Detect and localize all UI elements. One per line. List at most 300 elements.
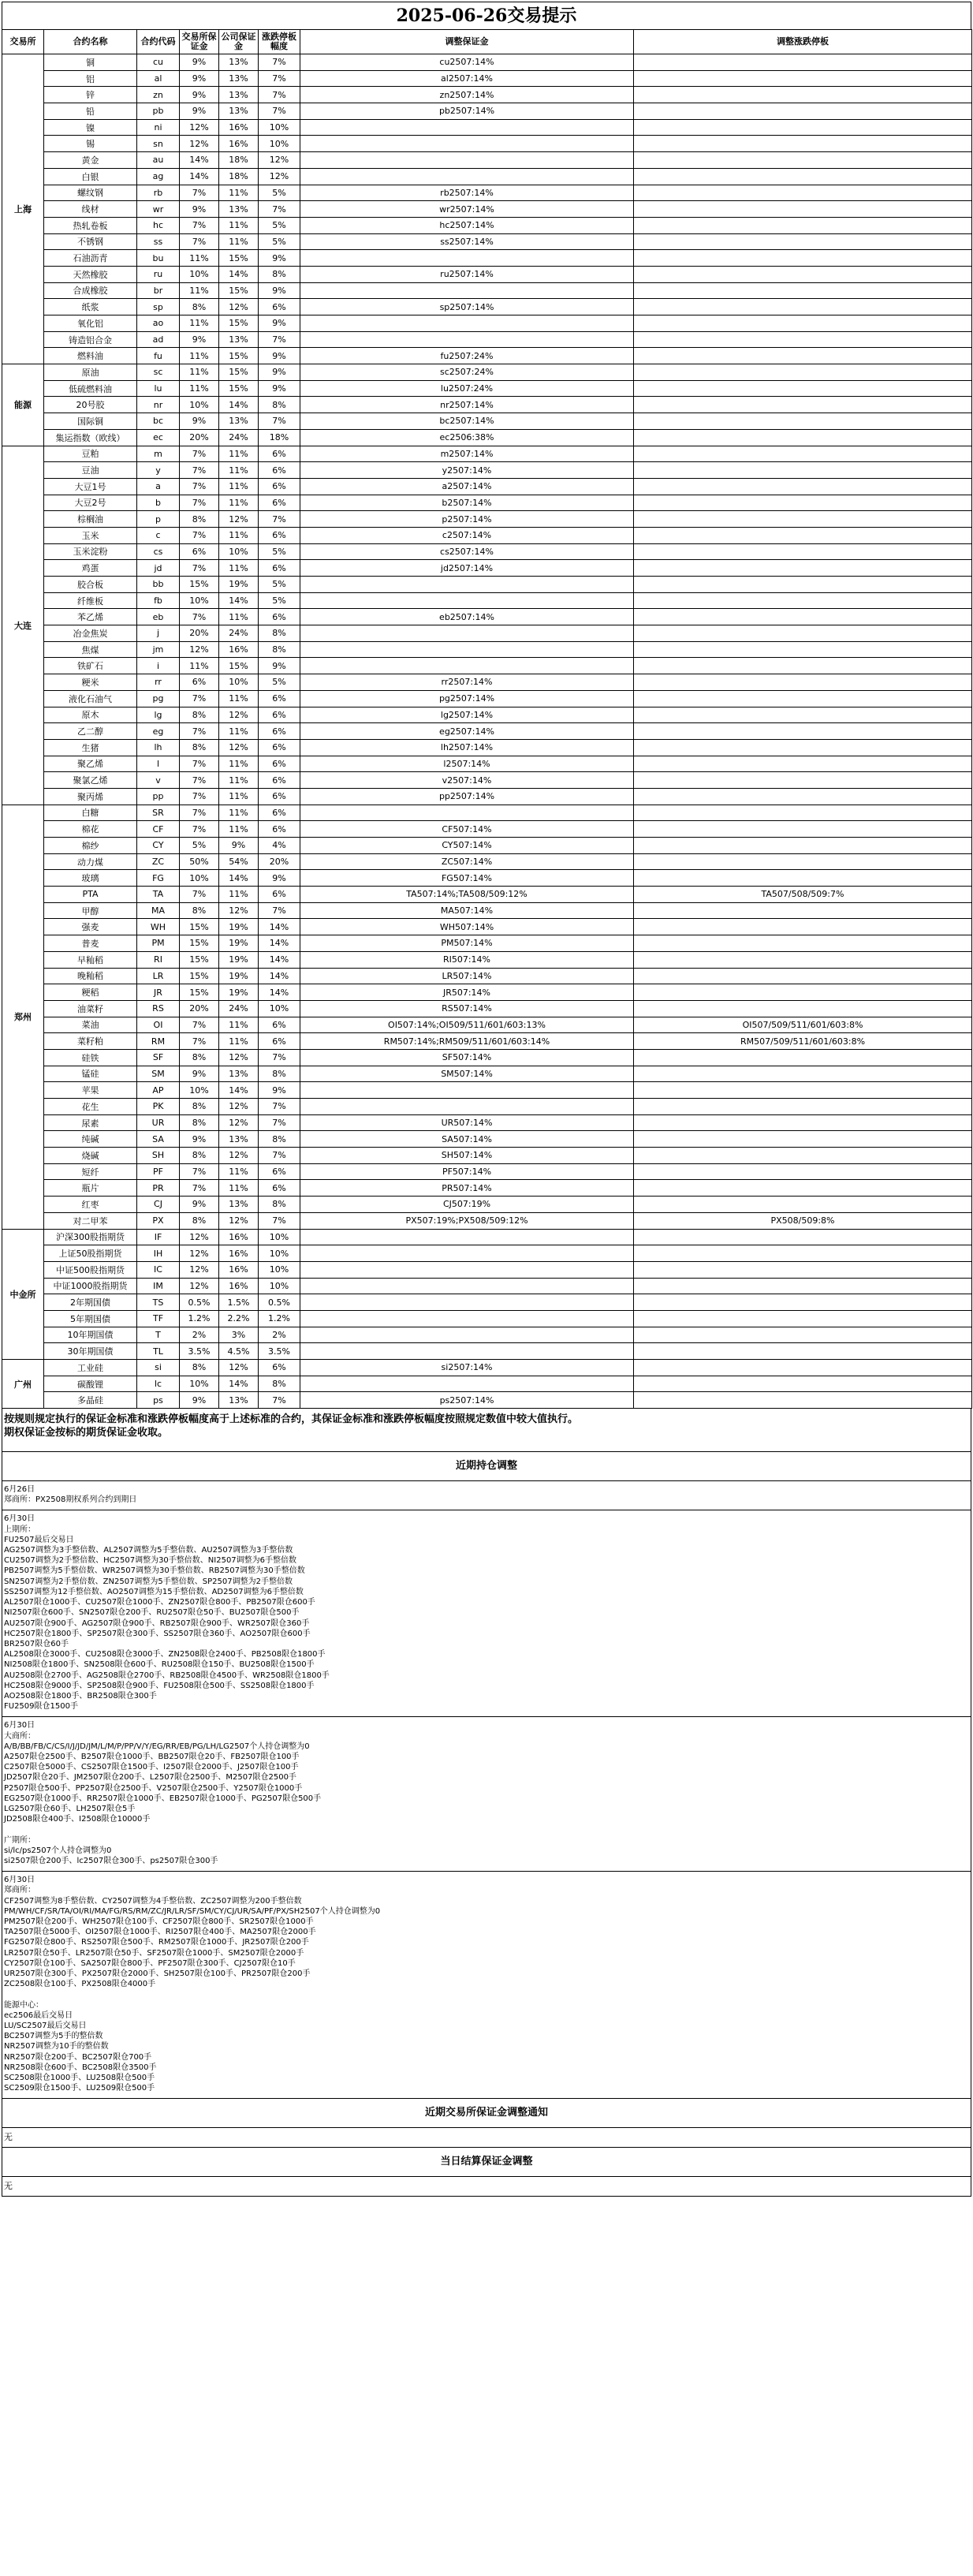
exchange-margin-cell: 9%	[180, 413, 219, 430]
adjusted-limit-cell	[634, 348, 972, 364]
adjusted-limit-cell	[634, 397, 972, 413]
adjusted-limit-cell	[634, 641, 972, 658]
exchange-margin-cell: 9%	[180, 87, 219, 103]
exchange-margin-cell: 5%	[180, 838, 219, 854]
contract-name-cell: 强麦	[44, 919, 137, 935]
price-limit-cell: 18%	[259, 429, 300, 446]
contract-code-cell: lh	[137, 739, 180, 756]
company-margin-cell: 15%	[219, 348, 259, 364]
price-limit-cell: 7%	[259, 1049, 300, 1066]
exchange-margin-cell: 7%	[180, 495, 219, 511]
exchange-margin-cell: 7%	[180, 772, 219, 789]
adjusted-limit-cell	[634, 592, 972, 609]
adjusted-margin-cell: cu2507:14%	[300, 54, 634, 71]
price-limit-cell: 6%	[259, 887, 300, 903]
exchange-margin-cell: 10%	[180, 266, 219, 282]
table-row	[2, 54, 972, 71]
adjusted-margin-cell: ps2507:14%	[300, 1392, 634, 1409]
adjusted-limit-cell	[634, 233, 972, 250]
contract-code-cell: v	[137, 772, 180, 789]
adjusted-limit-cell	[634, 543, 972, 560]
table-row	[2, 772, 972, 789]
contract-name-cell: 2年期国债	[44, 1294, 137, 1311]
contract-code-cell: ZC	[137, 853, 180, 870]
table-row	[2, 592, 972, 609]
exchange-margin-cell: 8%	[180, 1114, 219, 1131]
contract-name-cell: 5年期国债	[44, 1310, 137, 1327]
adjusted-margin-cell	[300, 250, 634, 267]
price-limit-cell: 9%	[259, 380, 300, 397]
adjusted-margin-cell: m2507:14%	[300, 446, 634, 462]
contract-code-cell: PM	[137, 935, 180, 952]
contract-name-cell: 合成橡胶	[44, 282, 137, 299]
exchange-cell: 上海	[2, 54, 44, 364]
table-row	[2, 641, 972, 658]
adjusted-margin-cell: CY507:14%	[300, 838, 634, 854]
contract-code-cell: m	[137, 446, 180, 462]
table-row	[2, 511, 972, 528]
company-margin-cell: 24%	[219, 625, 259, 642]
exchange-margin-cell: 7%	[180, 446, 219, 462]
notice-block: 6月30日 上期所： FU2507最后交易日 AG2507调整为3手整倍数、AL2507调整为5手整倍数、AU2507调整为3手整倍数 CU2507调整为2手整倍数、HC2507调整为30手整倍数、NI2507调整为6手整倍数 PB2507调整为5手整倍数、WR2507调整为30手整倍数、RB2507调整为30手整倍数 SN2507调整为2手整倍数、ZN2507调整为5手整倍数、SP2507调整为2手整倍数 SS2507调整为12手整倍数、AO2507调整为15手整倍数、AD2507调整为6手整倍数 AL2507限仓1000手、CU2507限仓1000手、ZN2507限仓800手、PB2507限仓600手 NI2507限仓600手、SN2507限仓200手、RU2507限仓50手、BU2507限仓500手 AU2507限仓900手、AG2507限仓900手、RB2507限仓900手、WR2507限仓360手 HC2507限仓1800手、SP2507限仓300手、SS2507限仓360手、AO2507限仓600手 BR2507限仓60手 AL2508限仓3000手、CU2508限仓3000手、ZN2508限仓2400手、PB2508限仓1800手 NI2508限仓1800手、SN2508限仓600手、RU2508限仓150手、BU2508限仓1500手 AU2508限仓2700手、AG2508限仓2700手、RB2508限仓4500手、WR2508限仓1800手 HC2508限仓9000手、SP2508限仓900手、FU2508限仓500手、SS2508限仓1800手 AO2508限仓1800手、BR2508限仓300手 FU2509限仓1500手	[2, 1510, 971, 1717]
exchange-margin-cell: 12%	[180, 136, 219, 152]
section-exchange-margin-body: 无	[2, 2128, 971, 2148]
adjusted-margin-cell: PM507:14%	[300, 935, 634, 952]
table-row	[2, 1294, 972, 1311]
contract-code-cell: pg	[137, 690, 180, 707]
table-row	[2, 1392, 972, 1409]
adjusted-limit-cell	[634, 788, 972, 805]
notice-block: 6月30日 大商所： A/B/BB/FB/C/CS/I/J/JD/JM/L/M/P/PP/V/Y/EG/RR/EB/PG/LH/LG2507个人持仓调整为0 A2507限仓2500手、B2507限仓1000手、BB2507限仓20手、FB2507限仓100手 C2507限仓5000手、CS2507限仓1500手、I2507限仓2000手、J2507限仓100手 JD2507限仓20手、JM2507限仓200手、L2507限仓2500手、M2507限仓2500手 P2507限仓500手、PP2507限仓2500手、V2507限仓2500手、Y2507限仓1000手 EG2507限仓1000手、RR2507限仓1000手、EB2507限仓1000手、PG2507限仓500手 LG2507限仓60手、LH2507限仓5手 JD2508限仓400手、I2508限仓10000手 广期所： si/lc/ps2507个人持仓调整为0 si2507限仓200手、lc2507限仓300手、ps2507限仓300手	[2, 1717, 971, 1872]
price-limit-cell: 12%	[259, 152, 300, 169]
exchange-margin-cell: 7%	[180, 690, 219, 707]
contract-name-cell: 大豆1号	[44, 478, 137, 495]
contract-code-cell: ru	[137, 266, 180, 282]
price-limit-cell: 6%	[259, 690, 300, 707]
exchange-cell: 郑州	[2, 805, 44, 1229]
price-limit-cell: 5%	[259, 592, 300, 609]
exchange-margin-cell: 15%	[180, 951, 219, 968]
contract-name-cell: 棉纱	[44, 838, 137, 854]
contract-name-cell: 沪深300股指期货	[44, 1229, 137, 1245]
price-limit-cell: 6%	[259, 527, 300, 543]
contract-code-cell: RM	[137, 1033, 180, 1050]
contract-name-cell: 热轧卷板	[44, 217, 137, 233]
adjusted-limit-cell	[634, 1082, 972, 1099]
price-limit-cell: 7%	[259, 54, 300, 71]
adjusted-margin-cell: cs2507:14%	[300, 543, 634, 560]
contract-code-cell: ec	[137, 429, 180, 446]
price-limit-cell: 6%	[259, 478, 300, 495]
company-margin-cell: 11%	[219, 788, 259, 805]
price-limit-cell: 10%	[259, 1000, 300, 1017]
exchange-margin-cell: 8%	[180, 1212, 219, 1229]
adjusted-margin-cell	[300, 282, 634, 299]
exchange-margin-cell: 20%	[180, 625, 219, 642]
exchange-margin-cell: 7%	[180, 821, 219, 838]
contract-name-cell: 油菜籽	[44, 1000, 137, 1017]
contract-name-cell: 液化石油气	[44, 690, 137, 707]
table-row	[2, 1360, 972, 1376]
exchange-margin-cell: 9%	[180, 54, 219, 71]
company-margin-cell: 15%	[219, 658, 259, 674]
adjusted-limit-cell	[634, 446, 972, 462]
adjusted-margin-cell: pp2507:14%	[300, 788, 634, 805]
contract-name-cell: 菜油	[44, 1017, 137, 1033]
adjusted-limit-cell	[634, 462, 972, 479]
company-margin-cell: 18%	[219, 168, 259, 185]
exchange-margin-cell: 14%	[180, 168, 219, 185]
exchange-cell: 广州	[2, 1360, 44, 1409]
adjusted-margin-cell: pg2507:14%	[300, 690, 634, 707]
table-row	[2, 119, 972, 136]
header-adjusted-limit: 调整涨跌停板	[634, 30, 972, 54]
price-limit-cell: 5%	[259, 233, 300, 250]
contract-code-cell: pb	[137, 103, 180, 120]
company-margin-cell: 11%	[219, 217, 259, 233]
adjusted-margin-cell: OI507:14%;OI509/511/601/603:13%	[300, 1017, 634, 1033]
table-row	[2, 1163, 972, 1180]
price-limit-cell: 7%	[259, 103, 300, 120]
table-row	[2, 1343, 972, 1360]
contract-code-cell: CJ	[137, 1197, 180, 1213]
price-limit-cell: 5%	[259, 577, 300, 593]
adjusted-margin-cell: SM507:14%	[300, 1066, 634, 1082]
contract-name-cell: 国际铜	[44, 413, 137, 430]
table-row	[2, 1114, 972, 1131]
price-limit-cell: 5%	[259, 543, 300, 560]
adjusted-margin-cell: SA507:14%	[300, 1131, 634, 1148]
adjusted-limit-cell	[634, 266, 972, 282]
exchange-margin-cell: 12%	[180, 119, 219, 136]
contract-name-cell: 尿素	[44, 1114, 137, 1131]
price-limit-cell: 6%	[259, 821, 300, 838]
table-row	[2, 462, 972, 479]
table-row	[2, 577, 972, 593]
adjusted-limit-cell: RM507/509/511/601/603:8%	[634, 1033, 972, 1050]
contract-name-cell: 粳米	[44, 674, 137, 691]
company-margin-cell: 11%	[219, 1033, 259, 1050]
contract-code-cell: TF	[137, 1310, 180, 1327]
table-row	[2, 429, 972, 446]
company-margin-cell: 13%	[219, 103, 259, 120]
exchange-margin-cell: 8%	[180, 511, 219, 528]
header-adjusted-margin: 调整保证金	[300, 30, 634, 54]
contract-code-cell: a	[137, 478, 180, 495]
company-margin-cell: 19%	[219, 935, 259, 952]
price-limit-cell: 10%	[259, 1278, 300, 1294]
adjusted-margin-cell: SF507:14%	[300, 1049, 634, 1066]
adjusted-limit-cell	[634, 1278, 972, 1294]
adjusted-margin-cell: eb2507:14%	[300, 609, 634, 625]
company-margin-cell: 11%	[219, 821, 259, 838]
company-margin-cell: 12%	[219, 1114, 259, 1131]
contract-name-cell: 氧化铝	[44, 315, 137, 332]
contract-code-cell: fu	[137, 348, 180, 364]
contract-name-cell: 短纤	[44, 1163, 137, 1180]
company-margin-cell: 19%	[219, 984, 259, 1001]
exchange-margin-cell: 6%	[180, 543, 219, 560]
contract-code-cell: cs	[137, 543, 180, 560]
contract-code-cell: ao	[137, 315, 180, 332]
price-limit-cell: 8%	[259, 1066, 300, 1082]
adjusted-limit-cell: OI507/509/511/601/603:8%	[634, 1017, 972, 1033]
exchange-margin-cell: 9%	[180, 1197, 219, 1213]
exchange-margin-cell: 11%	[180, 364, 219, 381]
rules-note	[2, 1409, 971, 1452]
company-margin-cell: 14%	[219, 592, 259, 609]
exchange-margin-cell: 8%	[180, 1148, 219, 1164]
table-row	[2, 756, 972, 772]
contract-code-cell: ad	[137, 331, 180, 348]
header-exchange-margin: 交易所保证金	[180, 30, 219, 54]
contract-code-cell: al	[137, 70, 180, 87]
exchange-margin-cell: 7%	[180, 1017, 219, 1033]
table-row	[2, 984, 972, 1001]
contract-name-cell: 白糖	[44, 805, 137, 821]
adjusted-limit-cell	[634, 772, 972, 789]
notice-block: 6月26日 郑商所：PX2508期权系列合约到期日	[2, 1481, 971, 1510]
table-row	[2, 1245, 972, 1262]
contract-code-cell: TA	[137, 887, 180, 903]
company-margin-cell: 15%	[219, 364, 259, 381]
company-margin-cell: 11%	[219, 462, 259, 479]
exchange-margin-cell: 10%	[180, 1082, 219, 1099]
contract-code-cell: bc	[137, 413, 180, 430]
table-row	[2, 887, 972, 903]
adjusted-limit-cell: PX508/509:8%	[634, 1212, 972, 1229]
adjusted-margin-cell: jd2507:14%	[300, 560, 634, 577]
company-margin-cell: 10%	[219, 543, 259, 560]
exchange-cell: 能源	[2, 364, 44, 446]
table-row	[2, 364, 972, 381]
adjusted-limit-cell	[634, 217, 972, 233]
contract-name-cell: 玉米淀粉	[44, 543, 137, 560]
contract-name-cell: 大豆2号	[44, 495, 137, 511]
table-row	[2, 968, 972, 984]
contract-name-cell: 低硫燃料油	[44, 380, 137, 397]
table-row	[2, 902, 972, 919]
contract-code-cell: lg	[137, 707, 180, 723]
company-margin-cell: 13%	[219, 1066, 259, 1082]
table-row	[2, 348, 972, 364]
table-row	[2, 1278, 972, 1294]
adjusted-margin-cell: ec2506:38%	[300, 429, 634, 446]
table-row	[2, 1310, 972, 1327]
table-row	[2, 266, 972, 282]
contract-name-cell: 硅铁	[44, 1049, 137, 1066]
exchange-margin-cell: 8%	[180, 299, 219, 315]
contract-code-cell: fb	[137, 592, 180, 609]
price-limit-cell: 6%	[259, 1360, 300, 1376]
company-margin-cell: 11%	[219, 233, 259, 250]
exchange-margin-cell: 15%	[180, 968, 219, 984]
contract-name-cell: 铸造铝合金	[44, 331, 137, 348]
adjusted-limit-cell	[634, 609, 972, 625]
company-margin-cell: 14%	[219, 1082, 259, 1099]
exchange-margin-cell: 9%	[180, 331, 219, 348]
adjusted-limit-cell	[634, 1294, 972, 1311]
exchange-cell: 大连	[2, 446, 44, 805]
contract-name-cell: 螺纹钢	[44, 185, 137, 201]
contract-name-cell: 不锈钢	[44, 233, 137, 250]
contract-code-cell: wr	[137, 201, 180, 218]
adjusted-margin-cell	[300, 315, 634, 332]
contract-name-cell: 原油	[44, 364, 137, 381]
company-margin-cell: 16%	[219, 641, 259, 658]
exchange-margin-cell: 9%	[180, 70, 219, 87]
contract-name-cell: 天然橡胶	[44, 266, 137, 282]
contract-name-cell: 20号胶	[44, 397, 137, 413]
section-position-adjust-body	[2, 1481, 971, 2099]
adjusted-margin-cell	[300, 1327, 634, 1343]
price-limit-cell: 6%	[259, 788, 300, 805]
company-margin-cell: 16%	[219, 119, 259, 136]
adjusted-limit-cell	[634, 577, 972, 593]
exchange-margin-cell: 8%	[180, 902, 219, 919]
adjusted-margin-cell	[300, 1082, 634, 1099]
table-row	[2, 446, 972, 462]
company-margin-cell: 11%	[219, 446, 259, 462]
contract-name-cell: 普麦	[44, 935, 137, 952]
adjusted-limit-cell	[634, 201, 972, 218]
adjusted-limit-cell	[634, 1049, 972, 1066]
contract-name-cell: 红枣	[44, 1197, 137, 1213]
adjusted-margin-cell: UR507:14%	[300, 1114, 634, 1131]
company-margin-cell: 13%	[219, 331, 259, 348]
adjusted-limit-cell	[634, 1114, 972, 1131]
contract-name-cell: 聚丙烯	[44, 788, 137, 805]
contract-code-cell: PK	[137, 1099, 180, 1115]
table-row	[2, 1327, 972, 1343]
adjusted-margin-cell	[300, 1099, 634, 1115]
adjusted-margin-cell: JR507:14%	[300, 984, 634, 1001]
adjusted-margin-cell: sp2507:14%	[300, 299, 634, 315]
price-limit-cell: 8%	[259, 1197, 300, 1213]
price-limit-cell: 14%	[259, 935, 300, 952]
adjusted-limit-cell	[634, 185, 972, 201]
contract-code-cell: LR	[137, 968, 180, 984]
price-limit-cell: 3.5%	[259, 1343, 300, 1360]
table-row	[2, 1082, 972, 1099]
company-margin-cell: 15%	[219, 315, 259, 332]
adjusted-margin-cell: TA507:14%;TA508/509:12%	[300, 887, 634, 903]
exchange-margin-cell: 11%	[180, 348, 219, 364]
price-limit-cell: 8%	[259, 625, 300, 642]
company-margin-cell: 12%	[219, 1360, 259, 1376]
table-row	[2, 821, 972, 838]
contract-code-cell: AP	[137, 1082, 180, 1099]
price-limit-cell: 10%	[259, 1229, 300, 1245]
adjusted-limit-cell	[634, 805, 972, 821]
adjusted-margin-cell	[300, 1261, 634, 1278]
exchange-margin-cell: 20%	[180, 429, 219, 446]
contract-name-cell: 工业硅	[44, 1360, 137, 1376]
adjusted-margin-cell	[300, 1229, 634, 1245]
adjusted-limit-cell	[634, 511, 972, 528]
table-row	[2, 87, 972, 103]
table-row	[2, 1099, 972, 1115]
contract-name-cell: 铁矿石	[44, 658, 137, 674]
header-code: 合约代码	[137, 30, 180, 54]
adjusted-limit-cell	[634, 838, 972, 854]
adjusted-margin-cell: RM507:14%;RM509/511/601/603:14%	[300, 1033, 634, 1050]
company-margin-cell: 16%	[219, 1245, 259, 1262]
price-limit-cell: 9%	[259, 348, 300, 364]
header-price-limit: 涨跌停板幅度	[259, 30, 300, 54]
adjusted-limit-cell	[634, 1392, 972, 1409]
company-margin-cell: 14%	[219, 870, 259, 887]
company-margin-cell: 13%	[219, 1131, 259, 1148]
company-margin-cell: 4.5%	[219, 1343, 259, 1360]
company-margin-cell: 2.2%	[219, 1310, 259, 1327]
exchange-margin-cell: 12%	[180, 1261, 219, 1278]
price-limit-cell: 6%	[259, 723, 300, 740]
adjusted-margin-cell: v2507:14%	[300, 772, 634, 789]
adjusted-margin-cell: SH507:14%	[300, 1148, 634, 1164]
exchange-margin-cell: 11%	[180, 658, 219, 674]
adjusted-margin-cell: fu2507:24%	[300, 348, 634, 364]
contract-name-cell: 聚氯乙烯	[44, 772, 137, 789]
company-margin-cell: 11%	[219, 1180, 259, 1197]
company-margin-cell: 11%	[219, 723, 259, 740]
table-row	[2, 282, 972, 299]
contract-code-cell: lu	[137, 380, 180, 397]
adjusted-margin-cell: RI507:14%	[300, 951, 634, 968]
company-margin-cell: 12%	[219, 1212, 259, 1229]
table-row	[2, 217, 972, 233]
price-limit-cell: 10%	[259, 136, 300, 152]
contract-code-cell: bu	[137, 250, 180, 267]
company-margin-cell: 19%	[219, 919, 259, 935]
table-row	[2, 1212, 972, 1229]
contract-name-cell: 锌	[44, 87, 137, 103]
exchange-margin-cell: 50%	[180, 853, 219, 870]
contract-name-cell: 10年期国债	[44, 1327, 137, 1343]
exchange-margin-cell: 8%	[180, 739, 219, 756]
contract-code-cell: SR	[137, 805, 180, 821]
company-margin-cell: 24%	[219, 429, 259, 446]
price-limit-cell: 6%	[259, 1033, 300, 1050]
adjusted-margin-cell	[300, 592, 634, 609]
contract-code-cell: br	[137, 282, 180, 299]
price-limit-cell: 7%	[259, 1148, 300, 1164]
adjusted-limit-cell	[634, 152, 972, 169]
table-row	[2, 250, 972, 267]
adjusted-limit-cell	[634, 136, 972, 152]
adjusted-limit-cell	[634, 1197, 972, 1213]
table-row	[2, 805, 972, 821]
exchange-margin-cell: 10%	[180, 1376, 219, 1392]
section-settlement-margin-body: 无	[2, 2177, 971, 2197]
contract-code-cell: RI	[137, 951, 180, 968]
company-margin-cell: 13%	[219, 1392, 259, 1409]
company-margin-cell: 11%	[219, 1017, 259, 1033]
adjusted-limit-cell	[634, 1180, 972, 1197]
company-margin-cell: 24%	[219, 1000, 259, 1017]
company-margin-cell: 16%	[219, 1261, 259, 1278]
adjusted-margin-cell	[300, 136, 634, 152]
contract-name-cell: 对二甲苯	[44, 1212, 137, 1229]
price-limit-cell: 7%	[259, 1099, 300, 1115]
company-margin-cell: 13%	[219, 70, 259, 87]
company-margin-cell: 10%	[219, 674, 259, 691]
exchange-margin-cell: 7%	[180, 217, 219, 233]
price-limit-cell: 5%	[259, 674, 300, 691]
table-row	[2, 560, 972, 577]
exchange-margin-cell: 12%	[180, 1278, 219, 1294]
adjusted-limit-cell: TA507/508/509:7%	[634, 887, 972, 903]
